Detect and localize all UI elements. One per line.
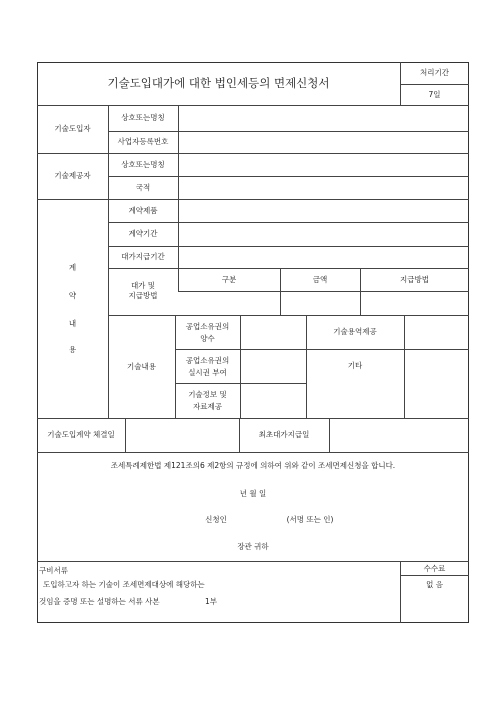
divider [108, 222, 469, 223]
divider [178, 105, 179, 291]
divider [329, 418, 330, 452]
processing-period-value: 7일 [428, 90, 441, 99]
column-header-division: 구분 [221, 275, 237, 284]
divider [37, 105, 469, 106]
tech-item-transfer: 공업소유권의 양수 [185, 322, 230, 343]
divider [108, 246, 469, 247]
field-label-product: 계약제품 [128, 206, 158, 215]
required-docs-line2: 것임을 증명 또는 설명하는 서류 사본 [39, 597, 160, 606]
section-label-contract-1: 계 [68, 263, 77, 272]
divider [400, 575, 469, 576]
signature-note: (서명 또는 인) [286, 515, 334, 524]
field-label-name: 상호또는명칭 [121, 160, 165, 169]
fee-value: 없 음 [426, 580, 443, 589]
tech-item-service: 기술용역제공 [333, 327, 377, 336]
divider [108, 268, 469, 269]
divider [175, 349, 469, 350]
tech-item-info: 기술정보 및 자료제공 [188, 390, 227, 411]
declaration-date: 년 월 일 [239, 489, 267, 498]
field-label-contract-date: 기술도입계약 체결일 [47, 430, 115, 439]
divider [37, 418, 469, 419]
field-label-first-payment: 최초대가지급일 [258, 430, 310, 439]
column-header-method: 지급방법 [400, 275, 429, 284]
divider [108, 315, 469, 316]
field-label-pay-period: 대가지급기간 [121, 252, 165, 261]
required-docs-title: 구비서류 [39, 566, 68, 575]
field-label-registration: 사업자등록번호 [117, 137, 169, 146]
declaration-text: 조세특례제한법 제121조의6 제2항의 규정에 의하여 위와 같이 조세면제신청을 합니다. [110, 461, 396, 470]
divider [108, 131, 469, 132]
divider [240, 315, 241, 418]
divider [37, 153, 469, 154]
divider [37, 199, 469, 200]
required-docs-count: 1부 [205, 597, 218, 606]
divider [404, 315, 405, 418]
section-label-contract-2: 약 [68, 291, 77, 300]
form-title: 기술도입대가에 대한 법인세등의 면제신청서 [107, 76, 330, 90]
fee-label: 수수료 [423, 564, 446, 573]
field-label-period: 계약기간 [128, 229, 158, 238]
field-label-name: 상호또는명칭 [121, 113, 165, 122]
column-header-amount: 금액 [312, 275, 328, 284]
section-label-contract-3: 내 [68, 319, 77, 328]
divider [37, 561, 469, 562]
tech-item-license: 공업소유권의 실시권 부여 [185, 356, 230, 377]
section-label-contract-4: 용 [68, 345, 77, 354]
field-label-tech: 기술내용 [127, 362, 156, 371]
field-label-pay-method: 대가 및 지급방법 [128, 281, 158, 300]
applicant-label: 신청인 [205, 515, 227, 524]
divider [400, 84, 469, 85]
divider [37, 452, 469, 453]
processing-period-label: 처리기간 [420, 68, 449, 77]
field-label-nationality: 국적 [135, 183, 151, 192]
required-docs-line1: 도입하고자 하는 기술이 조세면제대상에 해당하는 [43, 580, 205, 589]
divider [125, 418, 126, 452]
section-label-provider: 기술제공자 [54, 171, 91, 180]
divider [108, 176, 469, 177]
addressee: 장관 귀하 [237, 542, 269, 551]
section-label-introducer: 기술도입자 [54, 124, 91, 133]
tech-item-other: 기타 [347, 361, 363, 370]
divider [178, 291, 469, 292]
